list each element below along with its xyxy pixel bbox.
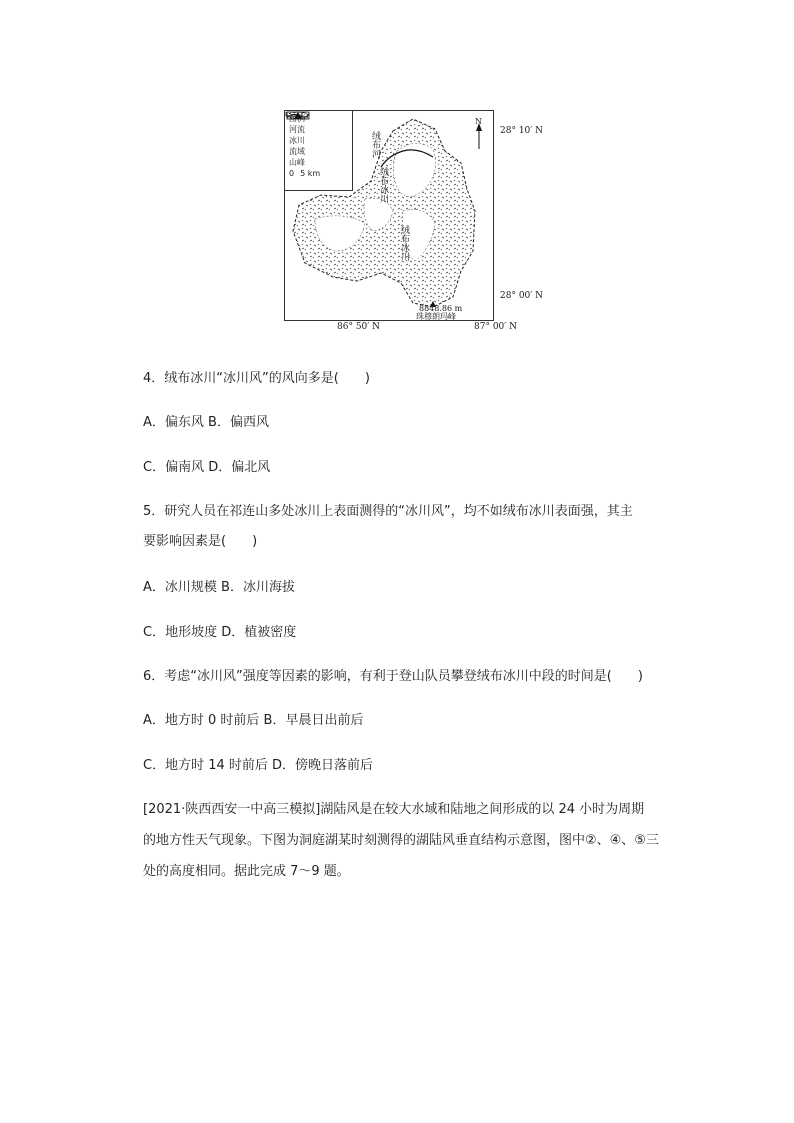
question-5-options-cd: C．地形坡度 D．植被密度 xyxy=(143,625,297,640)
lon-right-label: 87° 00′ N xyxy=(474,322,518,332)
lon-left-label: 86° 50′ N xyxy=(337,322,381,332)
map-legend xyxy=(285,111,353,191)
glacier-map xyxy=(284,110,494,321)
question-4-options-cd: C．偏南风 D．偏北风 xyxy=(143,460,271,475)
lat-bottom-label: 28° 00′ N xyxy=(500,291,544,301)
lat-top-label: 28° 10′ N xyxy=(500,126,544,136)
passage-line-2: 的地方性天气现象。下图为洞庭湖某时刻测得的湖陆风垂直结构示意图，图中②、④、⑤三 xyxy=(143,833,659,848)
glacier-label-lower: 绒布冰川 xyxy=(399,225,409,261)
question-4-stem: 4．绒布冰川“冰川风”的风向多是( ) xyxy=(143,371,370,386)
legend-scale: 0 5 km xyxy=(289,168,352,179)
legend-item-peak: 山峰 xyxy=(289,157,352,168)
question-6-stem: 6．考虑“冰川风”强度等因素的影响，有利于登山队员攀登绒布冰川中段的时间是( ) xyxy=(143,669,643,684)
peak-name: 珠穆朗玛峰 xyxy=(416,312,456,321)
glacier-label-upper: 绒布冰川 xyxy=(378,167,388,203)
passage-line-1: [2021·陕西西安一中高三模拟]湖陆风是在较大水域和陆地之间形成的以 24 小时为周期 xyxy=(143,802,645,817)
north-label: N xyxy=(475,117,482,126)
legend-item-river: 河流 xyxy=(289,124,352,135)
legend-item-basin: 流域 xyxy=(289,146,352,157)
passage-line-3: 处的高度相同。据此完成 7～9 题。 xyxy=(143,864,350,879)
question-4-options-ab: A．偏东风 B．偏西风 xyxy=(143,415,269,430)
question-6-options-cd: C．地方时 14 时前后 D．傍晚日落前后 xyxy=(143,758,374,773)
question-5-options-ab: A．冰川规模 B．冰川海拔 xyxy=(143,580,295,595)
question-5-stem-line2: 要影响因素是( ) xyxy=(143,534,258,549)
legend-item-glacier: 冰川 xyxy=(289,135,352,146)
river-label: 绒布河 xyxy=(370,131,380,158)
question-6-options-ab: A．地方时 0 时前后 B．早晨日出前后 xyxy=(143,713,364,728)
question-5-stem-line1: 5．研究人员在祁连山多处冰川上表面测得的“冰川风”，均不如绒布冰川表面强，其主 xyxy=(143,504,633,519)
peak-elevation: 8848.86 m xyxy=(419,304,463,313)
scale-bar xyxy=(285,111,303,117)
